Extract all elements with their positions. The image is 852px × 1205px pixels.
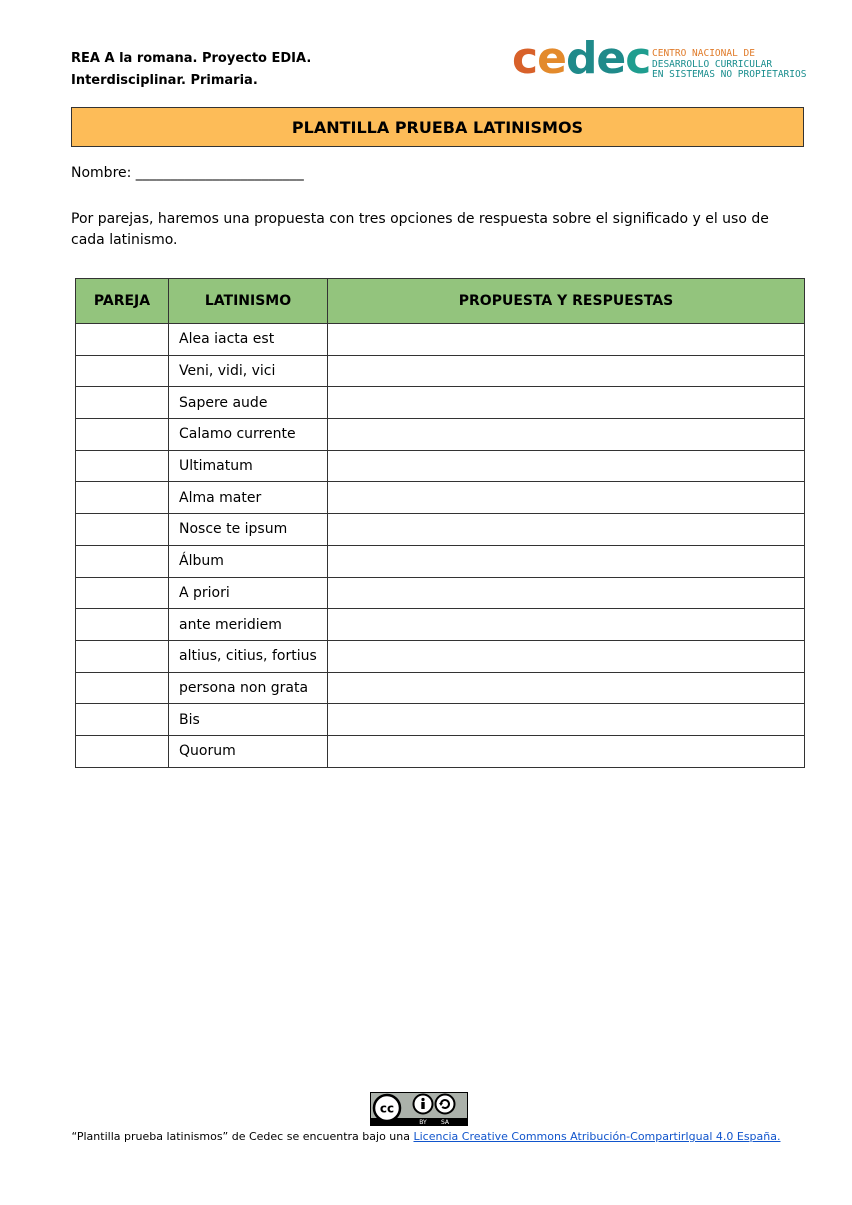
logo-sub-line-3: EN SISTEMAS NO PROPIETARIOS <box>652 69 807 80</box>
propuesta-cell <box>328 355 805 387</box>
cc-sa-label: SA <box>440 1119 450 1126</box>
header-line-2: Interdisciplinar. Primaria. <box>71 73 258 88</box>
pareja-cell <box>76 545 169 577</box>
cedec-logo <box>512 33 812 86</box>
propuesta-cell <box>328 387 805 419</box>
propuesta-cell <box>328 704 805 736</box>
table-header-row <box>76 279 805 324</box>
table-row <box>76 514 805 546</box>
license-footer <box>0 1130 852 1143</box>
pareja-cell <box>76 482 169 514</box>
propuesta-cell <box>328 609 805 641</box>
logo-subtitle <box>652 49 806 81</box>
table-row <box>76 324 805 356</box>
header-latinismo: LATINISMO <box>169 279 328 324</box>
table-row <box>76 450 805 482</box>
table-row <box>76 735 805 767</box>
pareja-cell <box>76 514 169 546</box>
nombre-field-label: Nombre: ________________________ <box>71 165 304 181</box>
pareja-cell <box>76 577 169 609</box>
pareja-cell <box>76 640 169 672</box>
latinismo-cell: Sapere aude <box>169 387 328 419</box>
propuesta-cell <box>328 545 805 577</box>
latinismo-cell: altius, citius, fortius <box>169 640 328 672</box>
header-propuesta: PROPUESTA Y RESPUESTAS <box>328 279 805 324</box>
latinismo-cell: Veni, vidi, vici <box>169 355 328 387</box>
latinismo-cell: A priori <box>169 577 328 609</box>
cc-by-label: BY <box>419 1119 427 1126</box>
pareja-cell <box>76 387 169 419</box>
latinismo-cell: Alea iacta est <box>169 324 328 356</box>
latinismo-cell: Alma mater <box>169 482 328 514</box>
svg-text:cc: cc <box>379 1101 395 1116</box>
instructions-text: Por parejas, haremos una propuesta con tres opciones de respuesta sobre el significado y el uso de cada latinismo. <box>71 211 769 248</box>
table-row <box>76 419 805 451</box>
propuesta-cell <box>328 735 805 767</box>
license-text: “Plantilla prueba latinismos” de Cedec se encuentra bajo una <box>71 1130 414 1143</box>
logo-sub-line-2: DESARROLLO CURRICULAR <box>652 58 773 70</box>
logo-letter-c: c <box>512 33 538 84</box>
latinismos-table <box>75 278 805 768</box>
latinismo-cell: Ultimatum <box>169 450 328 482</box>
latinismo-cell: Nosce te ipsum <box>169 514 328 546</box>
propuesta-cell <box>328 450 805 482</box>
propuesta-cell <box>328 672 805 704</box>
pareja-cell <box>76 704 169 736</box>
pareja-cell <box>76 609 169 641</box>
table-row <box>76 387 805 419</box>
propuesta-cell <box>328 324 805 356</box>
pareja-cell <box>76 419 169 451</box>
page-title: PLANTILLA PRUEBA LATINISMOS <box>71 107 804 147</box>
table-row <box>76 640 805 672</box>
pareja-cell <box>76 355 169 387</box>
document-header <box>71 48 311 92</box>
pareja-cell <box>76 735 169 767</box>
logo-letter-e: e <box>537 33 566 84</box>
table-row <box>76 672 805 704</box>
propuesta-cell <box>328 482 805 514</box>
propuesta-cell <box>328 419 805 451</box>
latinismo-cell: Quorum <box>169 735 328 767</box>
latinismo-cell: Álbum <box>169 545 328 577</box>
header-pareja: PAREJA <box>76 279 169 324</box>
table-row <box>76 482 805 514</box>
header-line-1: REA A la romana. Proyecto EDIA. <box>71 51 312 66</box>
logo-letter-c2: c <box>625 33 651 84</box>
logo-letters-de: de <box>565 33 626 84</box>
latinismo-cell: ante meridiem <box>169 609 328 641</box>
propuesta-cell <box>328 577 805 609</box>
propuesta-cell <box>328 640 805 672</box>
cc-by-sa-icon <box>370 1092 468 1126</box>
table-row <box>76 704 805 736</box>
logo-wordmark <box>512 34 650 84</box>
table-row <box>76 545 805 577</box>
propuesta-cell <box>328 514 805 546</box>
latinismo-cell: persona non grata <box>169 672 328 704</box>
pareja-cell <box>76 450 169 482</box>
table-row <box>76 577 805 609</box>
license-link[interactable]: Licencia Creative Commons Atribución-CompartirIgual 4.0 España. <box>413 1130 781 1143</box>
latinismo-cell: Bis <box>169 704 328 736</box>
table-row <box>76 355 805 387</box>
latinismo-cell: Calamo currente <box>169 419 328 451</box>
pareja-cell <box>76 672 169 704</box>
pareja-cell <box>76 324 169 356</box>
logo-sub-line-1: CENTRO NACIONAL DE <box>652 48 755 59</box>
table-row <box>76 609 805 641</box>
